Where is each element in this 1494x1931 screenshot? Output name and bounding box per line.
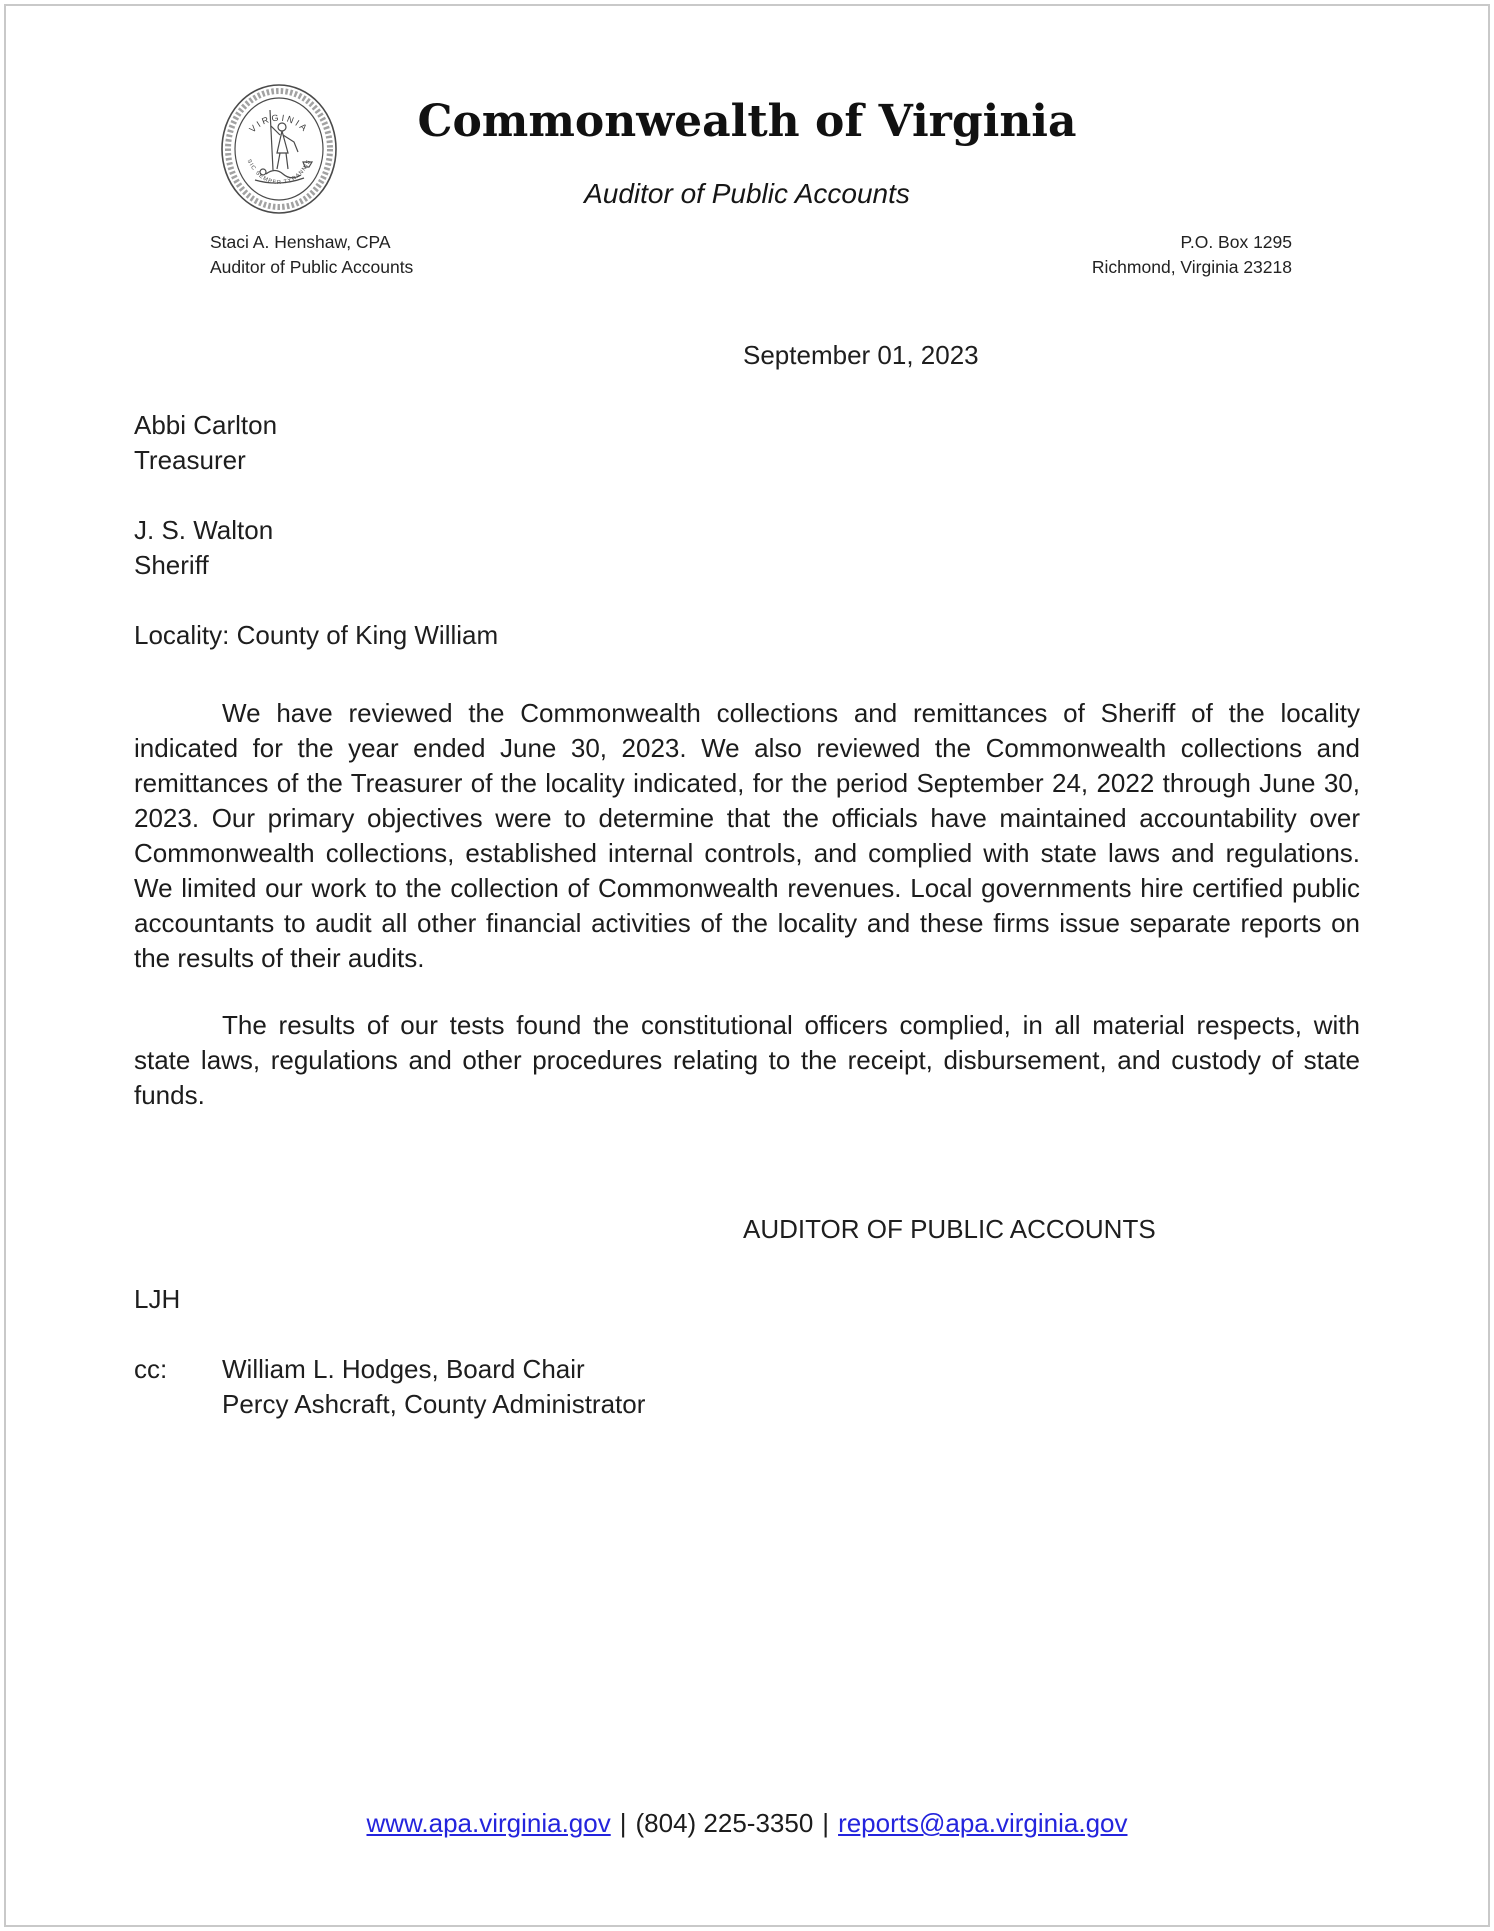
letter-date: September 01, 2023 <box>743 340 979 370</box>
seal-bottom-text: SIC SEMPER TYRANNIS <box>245 158 313 187</box>
recipient-1-name: J. S. Walton <box>134 515 274 545</box>
cc-label: cc: <box>134 1354 168 1384</box>
recipient-0-title: Treasurer <box>134 445 246 475</box>
preparer-initials: LJH <box>134 1284 181 1314</box>
footer-contact-line <box>0 1806 1494 1841</box>
body-paragraph-2: The results of our tests found the constitutional officers complied, in all material respects, with state laws, regulations and other procedures relating to the receipt, disbursement, and custody of state funds. <box>134 1010 1360 1110</box>
recipient-1 <box>134 513 498 583</box>
email-link[interactable]: reports@apa.virginia.gov <box>838 1808 1128 1838</box>
recipient-1-title: Sheriff <box>134 550 209 580</box>
phone-number: (804) 225-3350 <box>635 1808 814 1838</box>
city-state-zip-line: Richmond, Virginia 23218 <box>1091 257 1292 277</box>
organization-name: Commonwealth of Virginia <box>417 96 1077 147</box>
footer-separator-1: | <box>619 1808 627 1838</box>
recipient-0-name: Abbi Carlton <box>134 410 278 440</box>
seal-top-text: VIRGINIA <box>247 112 311 135</box>
auditor-name: Staci A. Henshaw, CPA <box>210 232 391 252</box>
body-paragraph-1: We have reviewed the Commonwealth collections and remittances of Sheriff of the locality indicated for the year ended June 30, 2023. We also reviewed the Commonwealth collections and remittances of the Treasurer of the locality indicated, for the period September 24, 2022 through June 30, 2023. Our primary objectives were to determine that the officials have maintained accountability over Commonwealth collections, established internal controls, and complied with state laws and regulations. We limited our work to the collection of Commonwealth revenues. Local governments hire certified public accountants to audit all other financial activities of the locality and these firms issue separate reports on the results of their audits. <box>134 698 1360 973</box>
footer-separator-2: | <box>822 1808 830 1838</box>
locality-line: Locality: County of King William <box>134 620 499 650</box>
recipient-address-block <box>134 408 498 653</box>
cc-name-1: Percy Ashcraft, County Administrator <box>222 1389 646 1419</box>
division-subtitle: Auditor of Public Accounts <box>584 178 910 209</box>
website-link[interactable]: www.apa.virginia.gov <box>366 1808 611 1838</box>
auditor-title: Auditor of Public Accounts <box>210 257 414 277</box>
po-box-line: P.O. Box 1295 <box>1180 232 1292 252</box>
recipient-0 <box>134 408 498 478</box>
signature-organization: AUDITOR OF PUBLIC ACCOUNTS <box>743 1214 1156 1244</box>
cc-names-block <box>222 1352 645 1422</box>
office-address-block <box>1092 230 1292 280</box>
cc-name-0: William L. Hodges, Board Chair <box>222 1354 585 1384</box>
auditor-contact-block <box>210 230 413 280</box>
